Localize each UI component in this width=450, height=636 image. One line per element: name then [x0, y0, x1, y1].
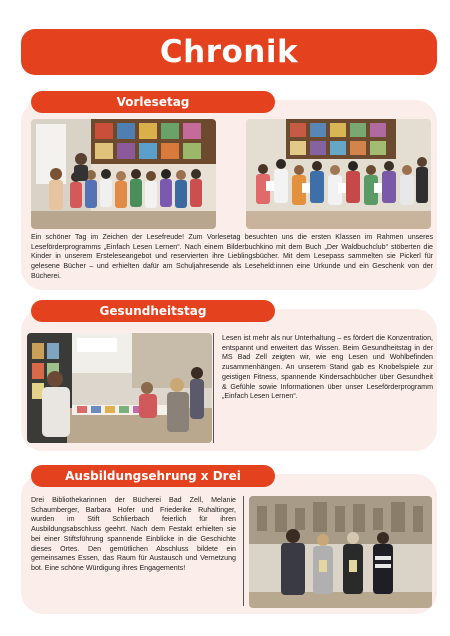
page-title-banner	[21, 29, 437, 75]
award-ceremony-photo	[249, 496, 432, 608]
section-text-gesundheitstag: Lesen ist mehr als nur Unterhaltung – es fördert die Konzentration, entspannt und erweitert das Wissen. Beim Gesundheitstag in der MS Bad Zell zeigten wir, wie eng Lesen und Wohlbefinden zusammenhängen. An unserem Stand gab es Knobelspiele zur geistigen Fitness, spannende Kindersachbücher über Gesundheit & Gefühle sowie Informationen über unser Leseförderprogramm „Einfach Lesen Lernen“.	[222, 334, 433, 401]
page-title: Chronik	[159, 34, 299, 70]
divider-line	[243, 496, 244, 606]
section-heading-gesundheitstag: Gesundheitstag	[31, 300, 275, 322]
group-photo-children-library	[31, 119, 216, 229]
section-heading-vorlesetag: Vorlesetag	[31, 91, 275, 113]
section-heading-ausbildungsehrung: Ausbildungsehrung x Drei	[31, 465, 275, 487]
divider-line	[213, 333, 214, 443]
section-text-ausbildungsehrung: Drei Bibliothekarinnen der Bücherei Bad Zell, Melanie Schaumberger, Barbara Hofer und Friederike Ruhaltinger, wurden im Stift Schlierbach feierlich für ihren Ausbildungsabschluss geehrt. Nach dem Festakt erhielten sie bei einer Stiftsführung spannende Einblicke in die Geschichte dieses Ortes. Den gemütlichen Abschluss bildete ein gemeinsames Essen, das Raum für Austausch und Vernetzung bot. Eine schöne Würdigung ihres Engagements!	[31, 496, 236, 572]
group-photo-children-with-books	[246, 119, 431, 229]
section-text-vorlesetag: Ein schöner Tag im Zeichen der Lesefreude! Zum Vorlesetag besuchten uns die ersten Klassen im Rahmen unseres Leseförderprogramms „Einfach Lesen Lernen“. Nach einem Bilderbuchkino mit dem Buch „Der Waldbuchclub“ stöberten die Kinder in unserem Ersteleseangebot und reservierten ihre Lieblingsbücher. Mit dem Lesepass sammelten sie Pickerl für gelesene Bücher – und erhielten dafür am Schuljahresende als Leseheld:innen eine Urkunde und ein Geschenk von der Bücherei.	[31, 233, 433, 280]
info-stand-photo	[27, 333, 212, 443]
